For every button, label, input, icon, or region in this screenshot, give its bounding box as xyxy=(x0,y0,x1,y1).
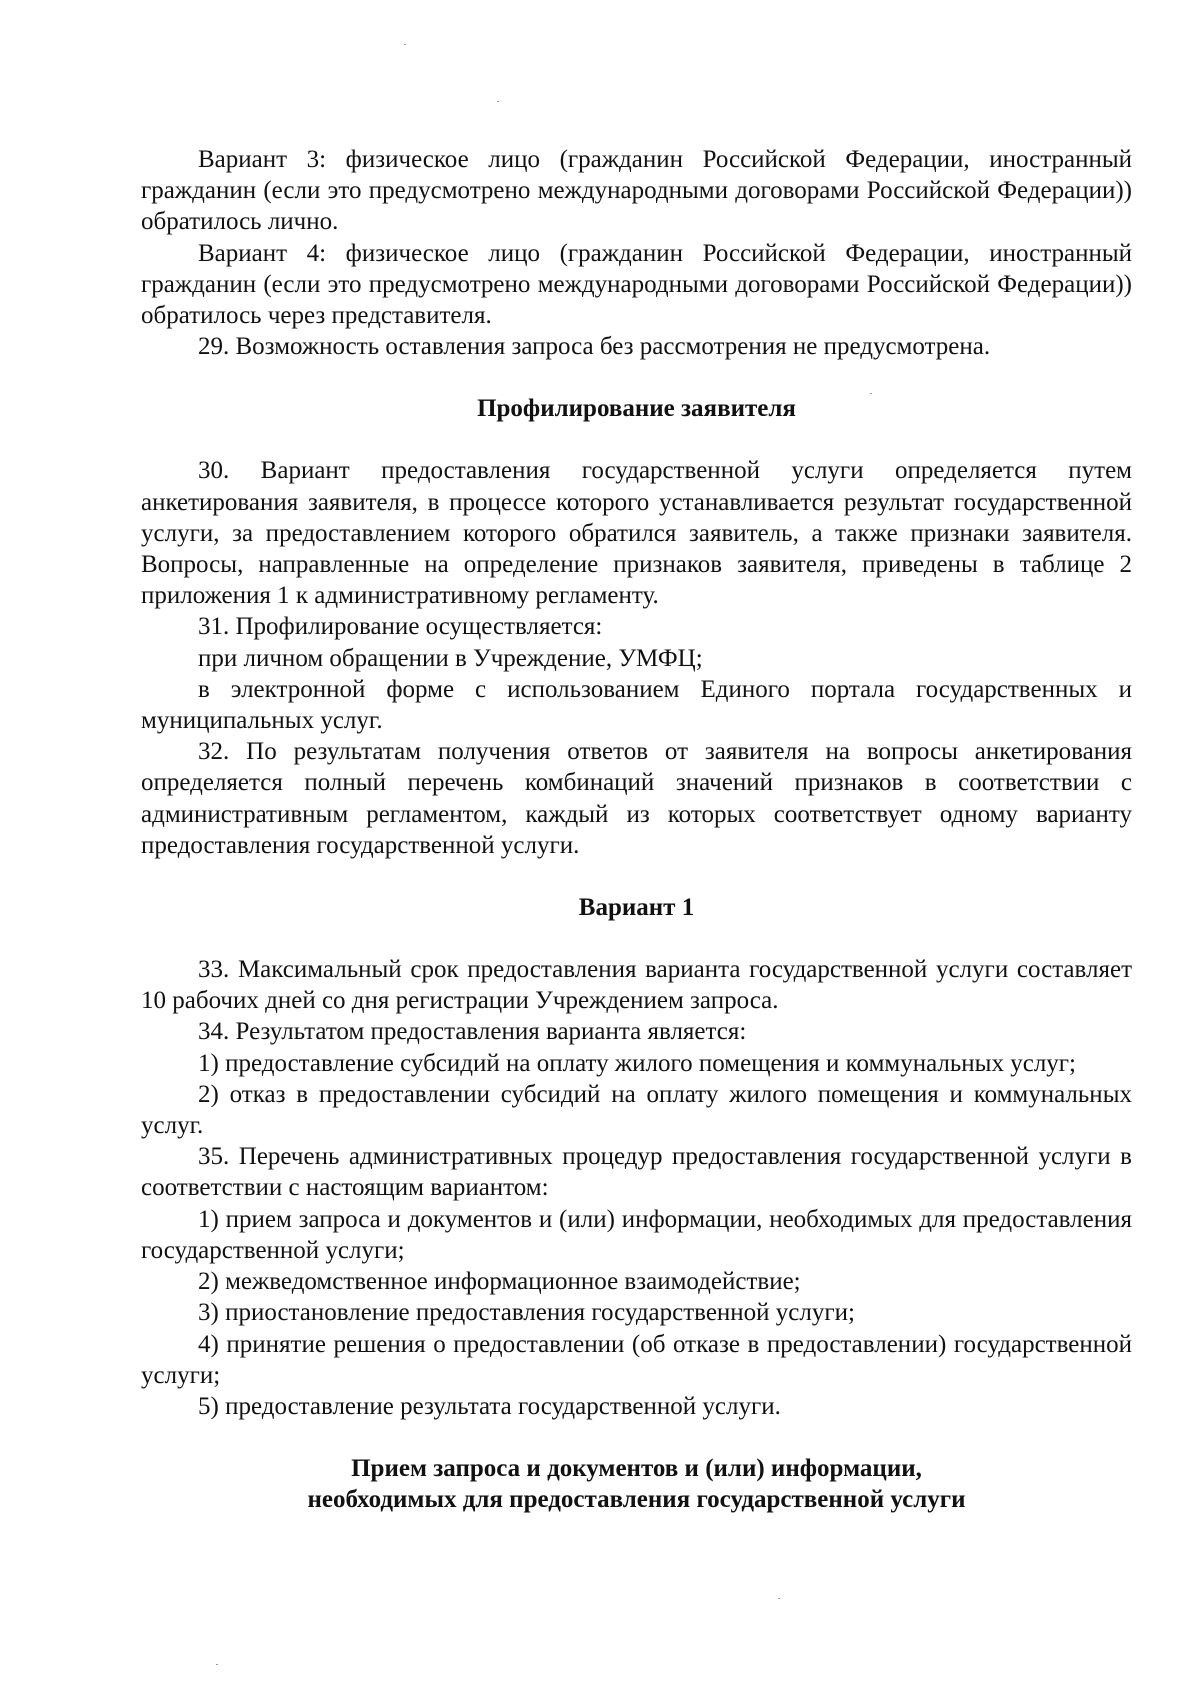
paragraph-35-item-1: 1) прием запроса и документов и (или) информации, необходимых для предоставления государственной услуги; xyxy=(141,1205,1132,1264)
section-heading-request-intake xyxy=(141,1453,1132,1515)
paragraph-29: 29. Возможность оставления запроса без рассмотрения не предусмотрена. xyxy=(198,333,991,361)
section-heading-profiling: Профилирование заявителя xyxy=(477,395,796,423)
scan-speck xyxy=(497,101,499,102)
paragraph-35-item-2: 2) межведомственное информационное взаимодействие; xyxy=(198,1268,801,1296)
section-heading-line-2: необходимых для предоставления государственной услуги xyxy=(307,1486,966,1514)
scan-speck xyxy=(216,1664,218,1665)
paragraph-34-item-2: 2) отказ в предоставлении субсидий на оплату жилого помещения и коммунальных услуг. xyxy=(141,1080,1132,1140)
paragraph-34-item-1: 1) предоставление субсидий на оплату жилого помещения и коммунальных услуг; xyxy=(198,1049,1076,1077)
scan-speck xyxy=(404,44,406,45)
paragraph-variant-3: Вариант 3: физическое лицо (гражданин Российской Федерации, иностранный гражданин (если это предусмотрено международными договорами Российской Федерации)) обратилось лично. xyxy=(141,146,1132,236)
paragraph-35-item-4: 4) принятие решения о предоставлении (об отказе в предоставлении) государственной услуги; xyxy=(141,1330,1132,1389)
paragraph-30: 30. Вариант предоставления государственной услуги определяется путем анкетирования заявителя, в процессе которого устанавливается результат государственной услуги, за предоставлением которого обратился заявитель, а также признаки заявителя. Вопросы, направленные на определение признаков заявителя, приведены в таблице 2 приложения 1 к административному регламенту. xyxy=(141,457,1132,610)
section-heading-variant-1: Вариант 1 xyxy=(578,894,695,922)
paragraph-35-item-3: 3) приостановление предоставления государственной услуги; xyxy=(198,1299,855,1327)
section-heading-line-1: Прием запроса и документов и (или) информации, xyxy=(351,1455,922,1483)
paragraph-variant-4: Вариант 4: физическое лицо (гражданин Российской Федерации, иностранный гражданин (если это предусмотрено международными договорами Российской Федерации)) обратилось через представителя. xyxy=(141,239,1132,330)
paragraph-35-item-5: 5) предоставление результата государственной услуги. xyxy=(198,1392,781,1420)
scan-speck xyxy=(778,1598,780,1599)
paragraph-35: 35. Перечень административных процедур предоставления государственной услуги в соответствии с настоящим вариантом: xyxy=(141,1143,1132,1202)
document-body xyxy=(141,144,1132,1515)
paragraph-31: 31. Профилирование осуществляется: xyxy=(198,613,603,641)
paragraph-31-item-1: при личном обращении в Учреждение, УМФЦ; xyxy=(198,644,703,672)
paragraph-34: 34. Результатом предоставления варианта является: xyxy=(198,1018,747,1046)
paragraph-31-item-2: в электронной форме с использованием Единого портала государственных и муниципальных услуг. xyxy=(141,675,1132,735)
paragraph-33: 33. Максимальный срок предоставления варианта государственной услуги составляет 10 рабочих дней со дня регистрации Учреждением запроса. xyxy=(141,956,1132,1015)
paragraph-32: 32. По результатам получения ответов от заявителя на вопросы анкетирования определяется полный перечень комбинаций значений признаков в соответствии с административным регламентом, каждый из которых соответствует одному варианту предоставления государственной услуги. xyxy=(141,738,1132,859)
